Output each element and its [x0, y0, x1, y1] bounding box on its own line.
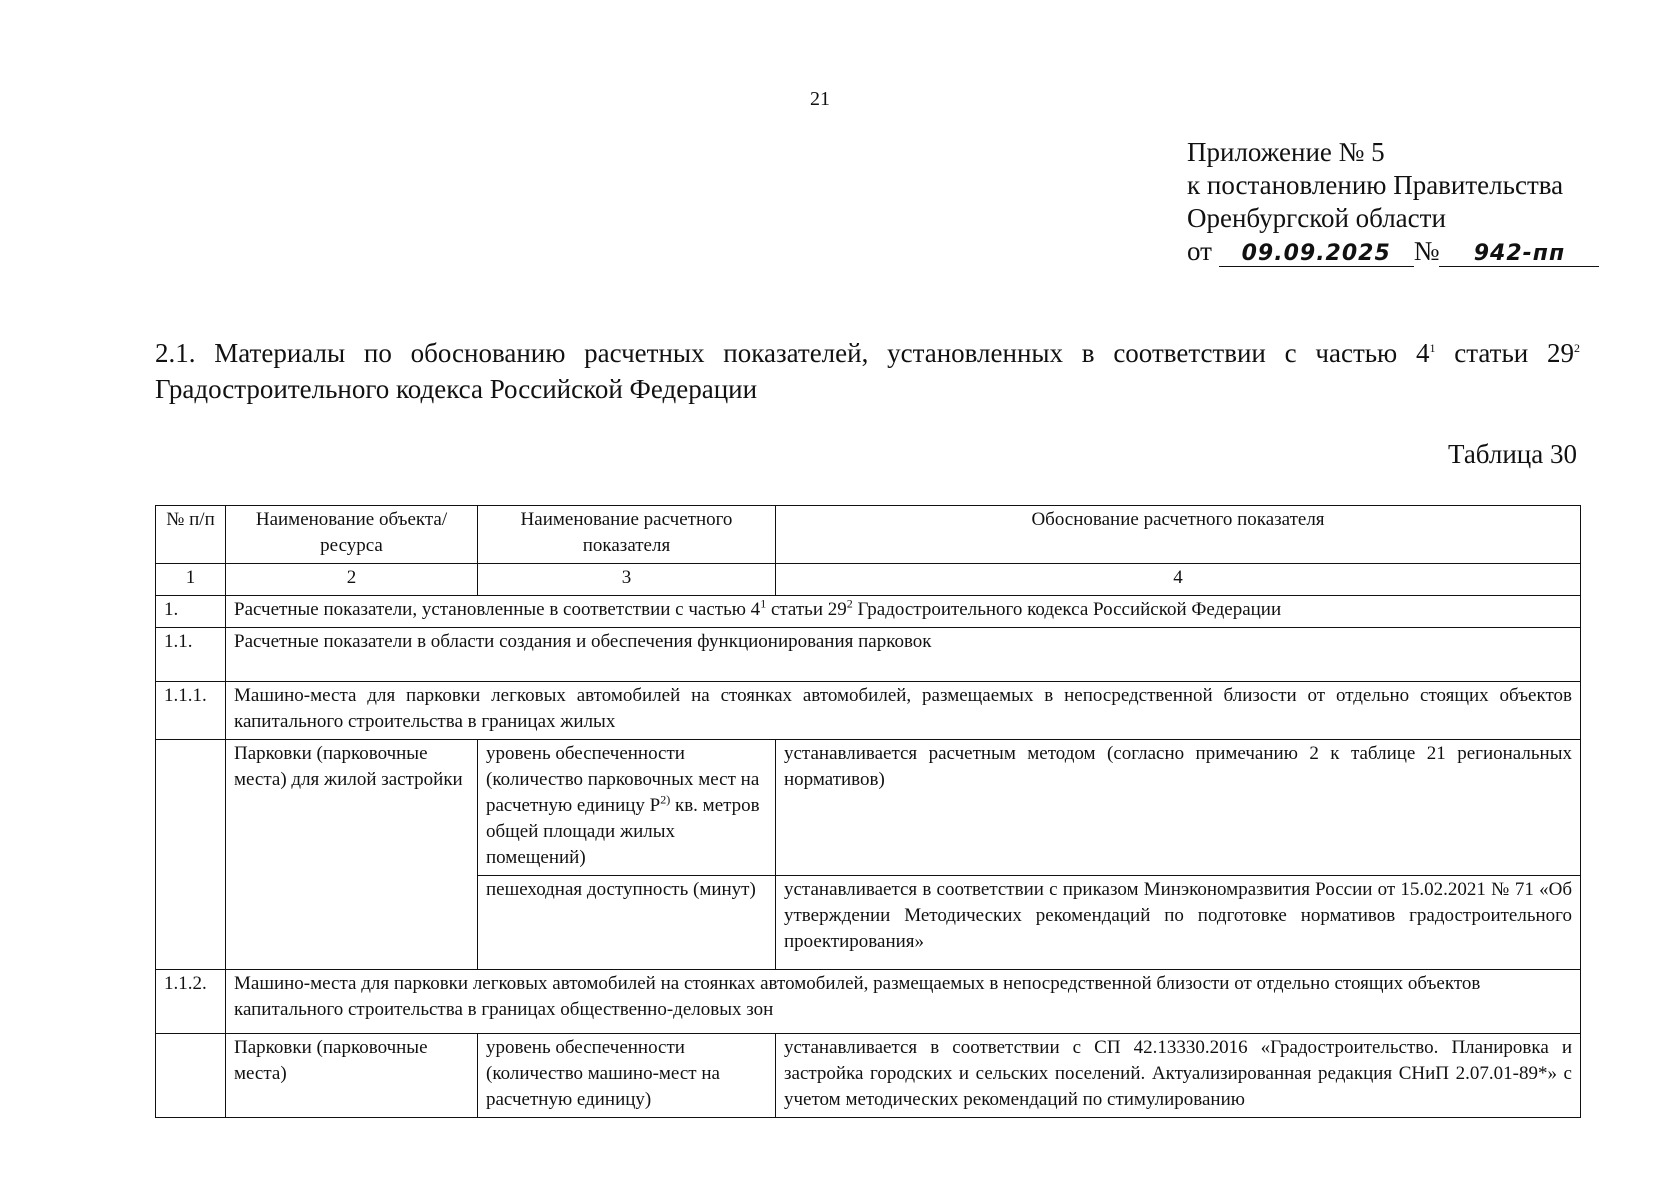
section-1-1-2-num: 1.1.2.	[156, 970, 226, 1034]
heading-sup-2: 2	[1574, 341, 1580, 355]
header-indicator: Наименование расчетного показателя	[478, 506, 776, 564]
object-parking: Парковки (парковочные места)	[226, 1034, 478, 1118]
empty-num-cell	[156, 740, 226, 970]
from-label: от	[1187, 236, 1212, 266]
page-number: 21	[810, 88, 830, 110]
section-row-1-1-2	[156, 970, 1581, 1034]
number-sign: №	[1413, 236, 1440, 266]
section-1-text	[226, 596, 1581, 628]
indicator-provision-sup: 2)	[660, 792, 671, 807]
basis-calculation-method: устанавливается расчетным методом (согласно примечанию 2 к таблице 21 региональных нормативов)	[776, 740, 1581, 876]
section-1-1-1-text: Машино-места для парковки легковых автомобилей на стоянках автомобилей, размещаемых в непосредственной близости от отдельно стоящих объектов капитального строительства в границах жилых	[226, 682, 1581, 740]
indicator-provision-text-b: кв. метров общей площади жилых помещений)	[486, 795, 760, 868]
col-number-2: 2	[226, 564, 478, 596]
column-number-row	[156, 564, 1581, 596]
table-row	[156, 1034, 1581, 1118]
indicator-provision-level-2: уровень обеспеченности (количество машино-мест на расчетную единицу)	[478, 1034, 776, 1118]
section-heading	[155, 335, 1580, 407]
date-field	[1219, 239, 1414, 267]
header-object: Наименование объекта/ресурса	[226, 506, 478, 564]
appendix-block	[1187, 136, 1599, 268]
empty-num-cell-2	[156, 1034, 226, 1118]
table-row	[156, 740, 1581, 876]
appendix-date-line	[1187, 235, 1599, 268]
section-1-text-b: статьи 29	[766, 599, 847, 620]
col-number-3: 3	[478, 564, 776, 596]
header-row	[156, 506, 1581, 564]
section-1-text-a: Расчетные показатели, установленные в соответствии с частью 4	[234, 599, 761, 620]
col-number-1: 1	[156, 564, 226, 596]
section-row-1-1	[156, 628, 1581, 682]
basis-ministry-order: устанавливается в соответствии с приказом Минэкономразвития России от 15.02.2021 № 71 «Об утверждении Методических рекомендаций по подготовке нормативов градостроительного проектирования»	[776, 876, 1581, 970]
section-1-sup-a: 1	[760, 596, 767, 611]
col-number-4: 4	[776, 564, 1581, 596]
section-1-num: 1.	[156, 596, 226, 628]
indicators-table	[155, 505, 1581, 1118]
indicator-provision-text-a: уровень обеспеченности (количество парковочных мест на расчетную единицу Р	[486, 743, 760, 816]
number-field	[1439, 239, 1599, 267]
section-row-1-1-1	[156, 682, 1581, 740]
section-1-text-c: Градостроительного кодекса Российской Федерации	[852, 599, 1282, 620]
heading-text-3: Градостроительного кодекса Российской Федерации	[155, 374, 758, 404]
heading-sup-1: 1	[1429, 341, 1436, 355]
appendix-decree: к постановлению Правительства	[1187, 170, 1564, 200]
header-num: № п/п	[156, 506, 226, 564]
section-1-1-text: Расчетные показатели в области создания и обеспечения функционирования парковок	[226, 628, 1581, 682]
object-residential-parking: Парковки (парковочные места) для жилой застройки	[226, 740, 478, 970]
section-1-1-num: 1.1.	[156, 628, 226, 682]
header-basis: Обоснование расчетного показателя	[776, 506, 1581, 564]
section-1-sup-b: 2	[846, 596, 853, 611]
section-1-1-1-num: 1.1.1.	[156, 682, 226, 740]
table-label: Таблица 30	[1448, 439, 1577, 469]
appendix-title: Приложение № 5	[1187, 137, 1385, 167]
appendix-region: Оренбургской области	[1187, 203, 1446, 233]
indicator-provision-level	[478, 740, 776, 876]
handwritten-date: 09.09.2025	[1241, 241, 1391, 266]
indicator-walking-distance: пешеходная доступность (минут)	[478, 876, 776, 970]
section-row-1	[156, 596, 1581, 628]
basis-sp-42: устанавливается в соответствии с СП 42.13330.2016 «Градостроительство. Планировка и застройка городских и сельских поселений. Актуализированная редакция СНиП 2.07.01-89*» с учетом методических рекомендаций по стимулированию	[776, 1034, 1581, 1118]
handwritten-number: 942-пп	[1473, 241, 1566, 266]
heading-text-1: 2.1. Материалы по обоснованию расчетных показателей, установленных в соответствии с частью 4	[155, 338, 1430, 368]
heading-text-2: статьи 29	[1435, 338, 1574, 368]
section-1-1-2-text: Машино-места для парковки легковых автомобилей на стоянках автомобилей, размещаемых в непосредственной близости от отдельно стоящих объектов капитального строительства в границах общественно-деловых зон	[226, 970, 1581, 1034]
